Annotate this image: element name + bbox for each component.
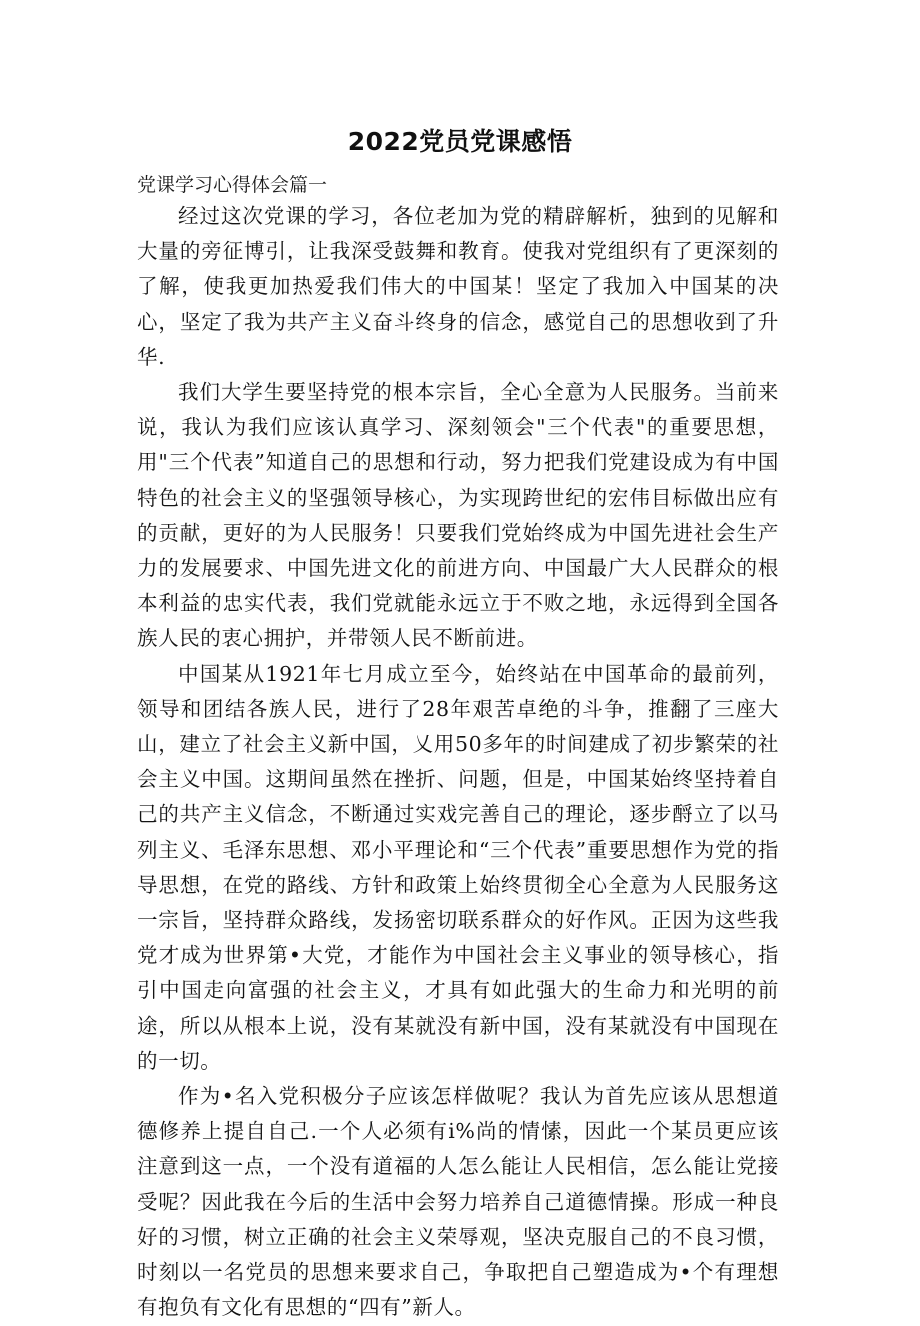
paragraph-2: 我们大学生要坚持党的根本宗旨，全心全意为人民服务。当前来说，我认为我们应该认真学习、深刻领会"三个代表"的重要思想，用"三个代表”知道自己的思想和行动，努力把我们党建设成为有中国特色的社会主义的坚强领导核心，为实现跨世纪的宏伟目标做出应有的贡献，更好的为人民服务！只要我们党始终成为中国先进社会生产力的发展要求、中国先进文化的前进方向、中国最广大人民群众的根本利益的忠实代表，我们党就能永远立于不败之地，永远得到全国各族人民的衷心拥护，并带领人民不断前进。 <box>137 380 779 651</box>
paragraph-1: 经过这次党课的学习，各位老加为党的精辟解析，独到的见解和大量的旁征博引，让我深受鼓舞和教育。使我对党组织有了更深刻的了解，使我更加热爱我们伟大的中国某！坚定了我加入中国某的决心，坚定了我为共产主义奋斗终身的信念，感觉自己的思想收到了升华. <box>137 204 779 369</box>
section-heading: 党课学习心得体会篇一 <box>137 174 328 196</box>
paragraph-3: 中国某从1921年七月成立至今，始终站在中国革命的最前列，领导和团结各族人民，进行了28年艰苦卓绝的斗争，推翻了三座大山，建立了社会主义新中国，乂用50多年的时间建成了初步繁荣的社会主义中国。这期间虽然在挫折、问题，但是，中国某始终坚持着自己的共产主义信念，不断通过实戏完善自己的理论，逐步酹立了以马列主义、毛泽东思想、邓小平理论和“三个代表”重要思想作为党的指导思想，在党的路线、方针和政策上始终贯彻全心全意为人民服务这一宗旨，坚持群众路线，发扬密切联系群众的好作风。正因为这些我党才成为世界第•大党，才能作为中国社会主义事业的领导核心，指引中国走向富强的社会主义，才具有如此强大的生命力和光明的前途，所以从根本上说，没有某就没有新中国，没有某就没有中国现在的一切。 <box>137 661 779 1073</box>
document-body <box>137 199 779 1326</box>
paragraph-4: 作为•名入党积极分子应该怎样做呢？我认为首先应该从思想道德修养上提自自己.一个人必须有i%尚的情愫，因此一个某员更应该注意到这一点，一个没有道福的人怎么能让人民相信，怎么能让党接受呢？因此我在今后的生活中会努力培养自己道德情操。形成一种良好的习惯，树立正确的社会主义荣辱观，坚决克服自己的不良习惯，时刻以一名党员的思想来要求自己，争取把自己塑造成为•个有理想有抱负有文化有思想的“四有”新人。 <box>137 1084 779 1320</box>
document-title: 2022党员党课感悟 <box>347 127 573 156</box>
